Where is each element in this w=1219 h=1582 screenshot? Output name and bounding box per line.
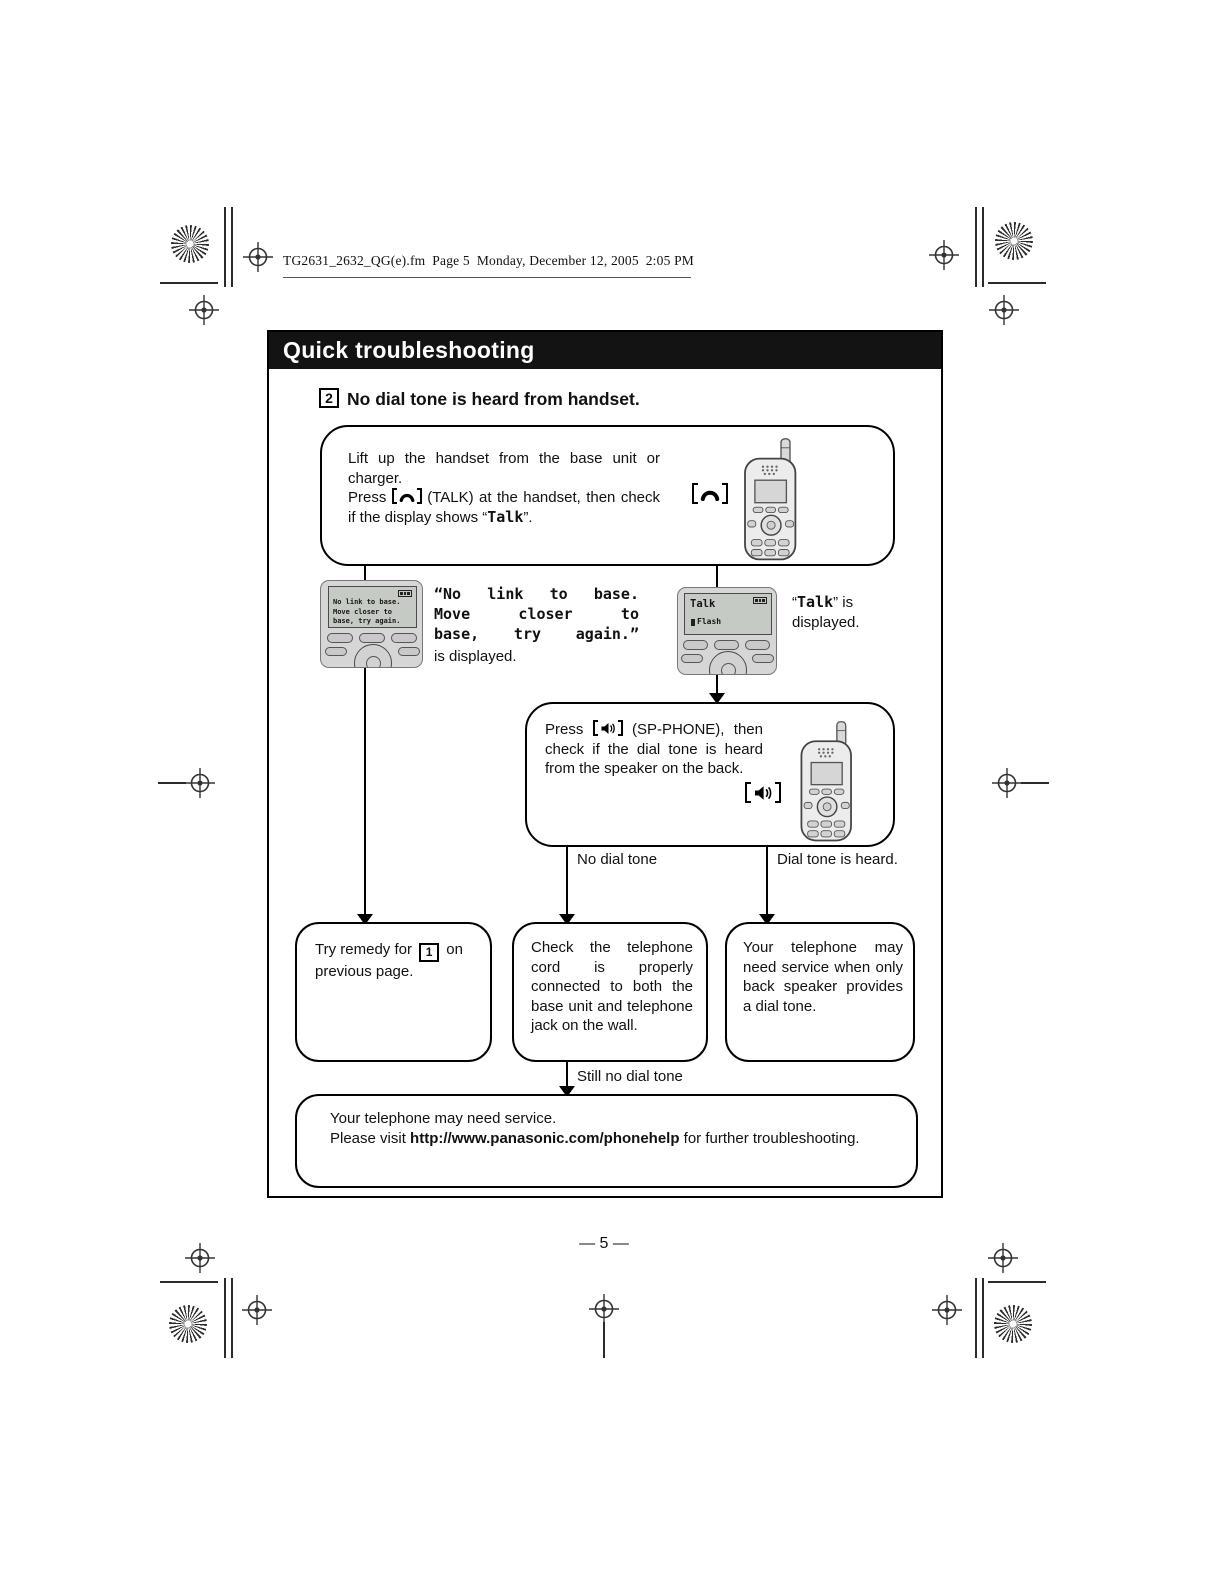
- lcd-screen: [328, 586, 417, 628]
- lcd-screen: [684, 593, 772, 635]
- lcd-flash-row: [691, 617, 721, 627]
- crop-mark-line: [988, 282, 1046, 284]
- remedy-text: [315, 940, 475, 982]
- right-branch-caption: [792, 592, 894, 633]
- handset-button: [745, 640, 770, 650]
- display-word: Talk: [797, 593, 834, 611]
- support-url: http://www.panasonic.com/phonehelp: [410, 1130, 680, 1147]
- handset-button: [714, 640, 739, 650]
- talk-key-icon: [392, 488, 422, 504]
- handset-button: [327, 633, 353, 643]
- crop-mark-line: [982, 1278, 984, 1358]
- crop-mark-line: [231, 1278, 233, 1358]
- lcd-text-line: Move closer to: [333, 607, 393, 616]
- registration-target: [932, 1295, 962, 1325]
- battery-icon: [753, 597, 767, 604]
- registration-target: [242, 1295, 272, 1325]
- registration-target: [929, 240, 959, 270]
- remedy-text-post: on previous page.: [315, 941, 463, 980]
- check-cord-text: Check the telephone cord is properly connected to both the base unit and telephone jack on the wall.: [531, 939, 693, 1034]
- title-bar: [269, 332, 941, 369]
- talk-key-icon: [692, 483, 728, 504]
- handset-button: [752, 654, 774, 663]
- flow-connector: [716, 675, 718, 695]
- flow-connector: [716, 564, 718, 588]
- display-message-line: base, try again.”: [434, 625, 639, 643]
- lcd-text-line: No link to base.: [333, 598, 401, 606]
- sp-phone-instruction-text: [545, 720, 763, 779]
- final-text-post: for further troubleshooting.: [679, 1130, 860, 1147]
- handset-button: [391, 633, 417, 643]
- section-number-box: [319, 388, 339, 408]
- registration-target: [185, 768, 215, 798]
- crop-mark-line: [158, 782, 186, 784]
- registration-target: [988, 1243, 1018, 1273]
- remedy-text-pre: Try remedy for: [315, 941, 417, 958]
- crop-mark-line: [975, 207, 977, 287]
- header-rule: [283, 277, 691, 278]
- left-branch-caption: [434, 584, 639, 667]
- crop-mark-line: [1021, 782, 1049, 784]
- registration-target: [189, 295, 219, 325]
- registration-target: [589, 1294, 619, 1324]
- sp-check-text: (SP-PHONE), then check if the dial tone is heard from the speaker on the back.: [545, 721, 763, 777]
- battery-icon: [398, 590, 412, 597]
- reference-number-box: 1: [419, 943, 439, 962]
- document-header: TG2631_2632_QG(e).fm Page 5 Monday, December 12, 2005 2:05 PM: [283, 253, 695, 268]
- crop-mark-line: [224, 207, 226, 287]
- edge-label-still-no-dial-tone: Still no dial tone: [577, 1068, 683, 1085]
- talk-check-text: (TALK) at the handset, then check if the display shows: [348, 489, 661, 526]
- quote: ”.: [523, 508, 533, 526]
- handset-button: [398, 647, 420, 656]
- crop-mark-line: [982, 207, 984, 287]
- handset-button: [683, 640, 708, 650]
- registration-starburst: [171, 225, 209, 263]
- handset-illustration: [790, 720, 866, 844]
- registration-target: [185, 1243, 215, 1273]
- registration-starburst: [994, 1305, 1032, 1343]
- press-text: Press: [348, 489, 392, 506]
- handset-illustration: [729, 437, 815, 563]
- display-message-line: “No link to base.: [434, 585, 639, 603]
- service-speaker-text: Your telephone may need service when only back speaker provides a dial tone.: [743, 939, 903, 1015]
- navigator-key: [354, 644, 392, 668]
- registration-target: [243, 242, 273, 272]
- caption-suffix: is displayed.: [434, 648, 517, 665]
- display-word: Talk: [487, 507, 524, 526]
- lcd-flash-text: Flash: [697, 617, 722, 626]
- page-title: Quick troubleshooting: [283, 337, 535, 363]
- lcd-talk-text: Talk: [690, 598, 716, 610]
- flow-connector: [566, 1062, 568, 1086]
- final-line-1: Your telephone may need service.: [330, 1110, 557, 1127]
- handset-button: [325, 647, 347, 656]
- flash-indicator-icon: [691, 619, 695, 626]
- troubleshooting-panel: [267, 330, 943, 1198]
- sp-phone-key-icon: [745, 782, 781, 803]
- flow-connector: [364, 668, 366, 914]
- registration-starburst: [995, 222, 1033, 260]
- quote: “: [482, 508, 488, 526]
- final-text-pre: Please visit: [330, 1130, 411, 1147]
- final-line-2: [330, 1129, 865, 1149]
- crop-mark-line: [160, 1281, 218, 1283]
- page-number: — 5 —: [579, 1235, 629, 1252]
- section-heading: No dial tone is heard from handset.: [347, 389, 640, 409]
- sp-phone-key-icon: [593, 720, 623, 736]
- handset-display-closeup-right: [677, 587, 777, 675]
- handset-button: [359, 633, 385, 643]
- lift-text-line: Lift up the handset from the base unit or charger.: [348, 450, 660, 487]
- navigator-key: [709, 651, 747, 675]
- lift-instruction-text: [348, 449, 660, 527]
- handset-button: [681, 654, 703, 663]
- crop-mark-line: [603, 1322, 605, 1358]
- registration-starburst: [169, 1305, 207, 1343]
- crop-mark-line: [975, 1278, 977, 1358]
- crop-mark-line: [988, 1281, 1046, 1283]
- caption-suffix: ” is displayed.: [792, 594, 860, 631]
- flow-box-lift-handset: [320, 425, 895, 566]
- flow-box-sp-phone: [525, 702, 895, 847]
- crop-mark-line: [231, 207, 233, 287]
- flow-box-check-cord: [512, 922, 708, 1062]
- registration-target: [992, 768, 1022, 798]
- press-text: Press: [545, 721, 593, 738]
- lcd-text-line: base, try again.: [333, 617, 401, 625]
- crop-mark-line: [224, 1278, 226, 1358]
- flow-connector: [766, 847, 768, 914]
- flow-connector: [566, 847, 568, 914]
- display-message-line: Move closer to: [434, 605, 639, 623]
- flow-box-service-speaker: [725, 922, 915, 1062]
- quote: “: [792, 594, 797, 611]
- edge-label-dial-tone-heard: Dial tone is heard.: [777, 851, 898, 868]
- crop-mark-line: [160, 282, 218, 284]
- flow-box-remedy: [295, 922, 492, 1062]
- flow-box-final-service: [295, 1094, 918, 1188]
- flow-connector: [364, 564, 366, 581]
- section-number: 2: [325, 390, 333, 406]
- final-service-text: [330, 1109, 865, 1149]
- registration-target: [989, 295, 1019, 325]
- lcd-message: [333, 598, 400, 627]
- edge-label-no-dial-tone: No dial tone: [577, 851, 658, 868]
- handset-display-closeup-left: [320, 580, 423, 668]
